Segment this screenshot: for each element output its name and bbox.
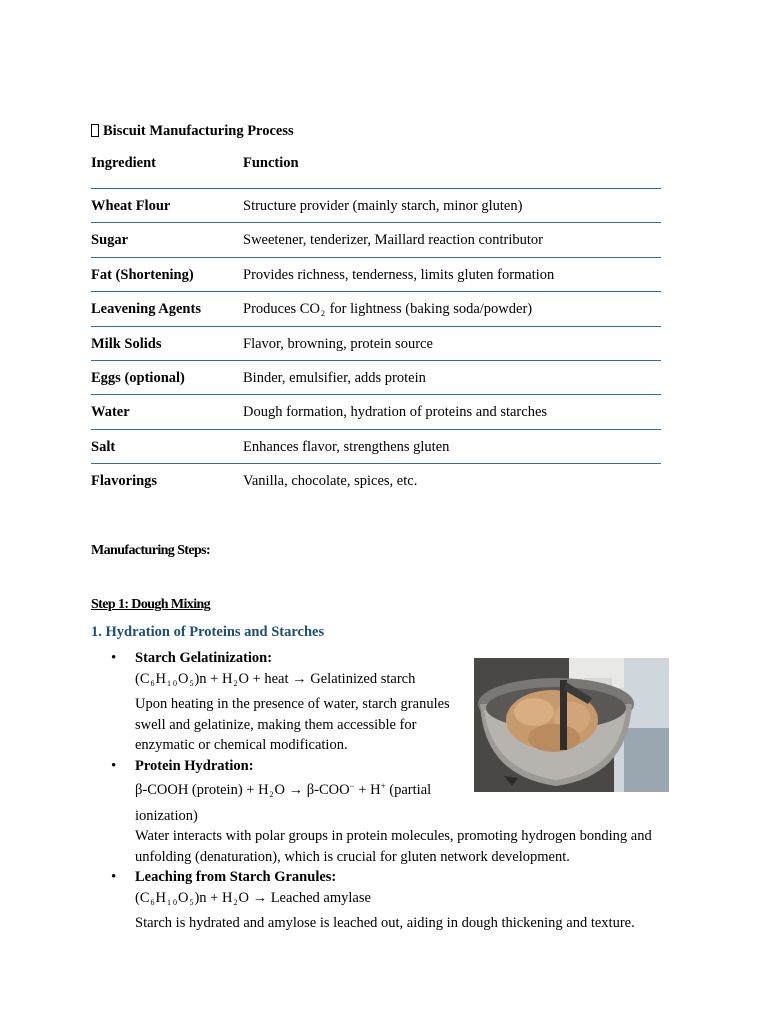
function-cell: Vanilla, chocolate, spices, etc. [243, 473, 418, 490]
function-cell: Dough formation, hydration of proteins and starches [243, 395, 661, 429]
table-header-row [91, 146, 661, 189]
section-heading: Manufacturing Steps: [91, 543, 211, 558]
description-line: unfolding (denaturation), which is crucial for gluten network development. [135, 848, 570, 865]
function-cell: Sweetener, tenderizer, Maillard reaction contributor [243, 223, 661, 257]
document-title [91, 123, 294, 140]
bullet-term: Leaching from Starch Granules: [135, 869, 337, 885]
description-line: Water interacts with polar groups in protein molecules, promoting hydrogen bonding and [135, 828, 652, 844]
function-cell [243, 292, 661, 326]
table-row [91, 257, 661, 291]
table-row [91, 464, 661, 498]
ingredient-table [91, 146, 661, 498]
document-title-text: Biscuit Manufacturing Process [103, 123, 294, 139]
equation-wrap-line: ionization) [135, 807, 198, 824]
ingredient-cell: Water [91, 395, 243, 429]
arrow-icon: → [288, 782, 304, 798]
ingredient-cell: Leavening Agents [91, 292, 243, 326]
bullet-marker: • [111, 650, 117, 666]
bullet-term: Starch Gelatinization: [135, 650, 273, 666]
equation-line: β-COOH (protein) + $H_2O \to \beta-COO^- + H^+$ (partial [135, 781, 432, 799]
list-item [91, 648, 691, 756]
function-cell: Flavor, browning, protein source [243, 326, 661, 360]
description-line: enzymatic or chemical modification. [135, 737, 348, 753]
process-bullet-list [91, 648, 691, 934]
table-row [91, 429, 661, 463]
description-line: swell and gelatinize, making them accessible for [135, 716, 417, 733]
ingredient-cell: Sugar [91, 223, 243, 257]
ingredient-cell: Flavorings [91, 473, 158, 490]
ingredient-cell: Salt [91, 429, 243, 463]
missing-glyph-icon [91, 124, 99, 137]
table-row [91, 360, 661, 394]
subsection-heading: 1. Hydration of Proteins and Starches [91, 624, 325, 640]
list-item [91, 756, 691, 868]
list-item [91, 867, 691, 934]
function-cell: Enhances flavor, strengthens gluten [243, 429, 661, 463]
bullet-marker: • [111, 869, 117, 885]
table-row [91, 189, 661, 223]
ingredient-cell: Fat (Shortening) [91, 257, 243, 291]
table-row [91, 395, 661, 429]
bullet-marker: • [111, 757, 117, 774]
function-text: Produces CO [243, 301, 320, 318]
function-cell: Provides richness, tenderness, limits gluten formation [243, 257, 661, 291]
function-text: for lightness (baking soda/powder) [325, 301, 533, 318]
table-header-ingredient: Ingredient [91, 146, 243, 189]
arrow-icon: → [292, 670, 307, 687]
ingredient-cell: Wheat Flour [91, 189, 243, 223]
table-row [91, 292, 661, 326]
ingredient-cell: Milk Solids [91, 326, 243, 360]
description-line: Upon heating in the presence of water, starch granules [135, 696, 450, 712]
table-row [91, 223, 661, 257]
arrow-icon: → [252, 889, 268, 906]
description-line: Starch is hydrated and amylose is leached out, aiding in dough thickening and texture. [135, 915, 635, 931]
step-heading: Step 1: Dough Mixing [91, 597, 211, 612]
function-cell: Binder, emulsifier, adds protein [243, 360, 661, 394]
bullet-term: Protein Hydration: [135, 757, 254, 774]
equation-line: $(C_6H_{1 0}O_5)n + H_2O$ → Leached amylase [135, 889, 371, 907]
equation-line: $(C_6H_{1 0}O_5)n + H_2O$ + heat → Gelatinized starch [135, 670, 416, 688]
table-header-function: Function [243, 146, 661, 189]
co2-subscript: 2 [320, 309, 325, 319]
table-row [91, 326, 661, 360]
function-cell: Structure provider (mainly starch, minor gluten) [243, 189, 661, 223]
ingredient-cell: Eggs (optional) [91, 360, 243, 394]
